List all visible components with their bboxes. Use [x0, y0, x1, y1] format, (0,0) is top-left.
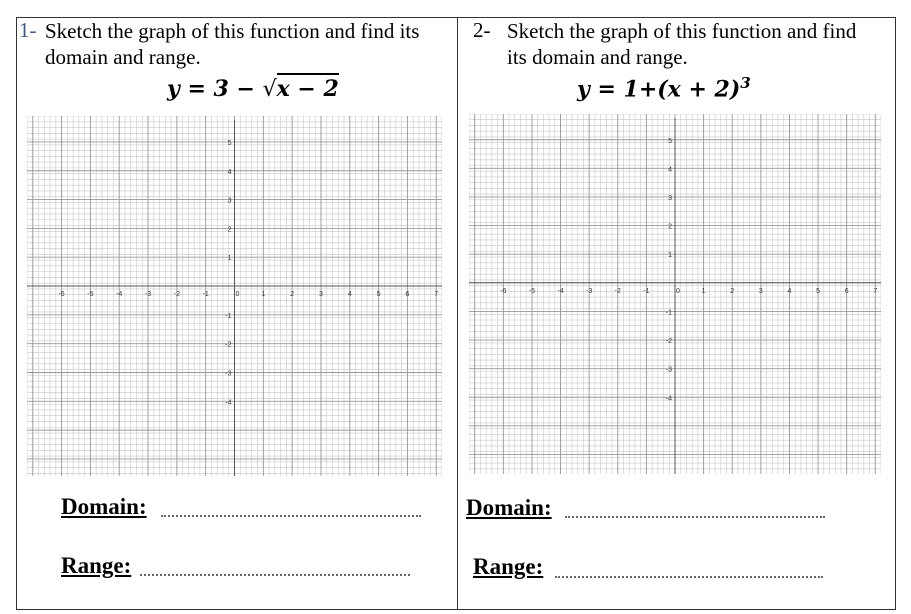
domain-label-1: Domain: [61, 494, 147, 519]
x-tick-label: 0 [235, 291, 240, 299]
y-tick-label: -1 [225, 312, 232, 320]
x-tick-label: 7 [434, 291, 439, 299]
question-1-line-1: Sketch the graph of this function and find its [45, 19, 420, 43]
question-1 [17, 18, 458, 609]
y-tick-label: -4 [225, 399, 232, 407]
y-tick-label: 4 [668, 166, 672, 174]
x-tick-label: -4 [557, 287, 564, 295]
question-2-line-2: its domain and range. [507, 45, 688, 69]
question-2-number: 2- [473, 18, 491, 42]
x-tick-label: -1 [643, 287, 650, 295]
y-tick-label: 2 [668, 223, 672, 231]
x-tick-label: 6 [844, 287, 849, 295]
domain-label-2: Domain: [466, 495, 552, 520]
formula-1-lhs: y = 3 − [167, 76, 255, 102]
x-tick-label: 2 [730, 287, 735, 295]
y-tick-label: 2 [227, 226, 232, 234]
y-tick-label: 3 [227, 197, 232, 205]
x-tick-label: 5 [376, 291, 381, 299]
x-tick-label: -6 [58, 291, 65, 299]
worksheet [16, 17, 896, 610]
x-tick-label: -6 [500, 287, 507, 295]
y-tick-label: -2 [665, 338, 672, 346]
x-tick-label: 2 [290, 291, 295, 299]
x-tick-label: 3 [758, 287, 763, 295]
formula-2-exponent: 3 [740, 74, 751, 92]
question-2-line-1: Sketch the graph of this function and find [507, 19, 857, 43]
y-tick-label: 1 [668, 252, 672, 260]
range-label-2: Range: [473, 554, 544, 579]
y-tick-label: 3 [668, 194, 672, 202]
y-tick-label: -2 [225, 341, 232, 349]
question-2 [457, 18, 895, 609]
graph-grid-2[interactable] [469, 114, 881, 474]
y-tick-label: 5 [227, 139, 232, 147]
x-tick-label: 6 [405, 291, 410, 299]
x-tick-label: 1 [261, 291, 266, 299]
y-tick-label: 4 [227, 168, 232, 176]
x-tick-label: 1 [701, 287, 706, 295]
x-tick-label: 4 [787, 287, 792, 295]
x-tick-label: -1 [202, 291, 209, 299]
question-1-formula [167, 76, 339, 102]
x-tick-label: 4 [347, 291, 352, 299]
question-1-text [45, 18, 419, 70]
question-2-formula [577, 74, 751, 102]
x-tick-label: -2 [173, 291, 180, 299]
y-tick-label: 5 [668, 137, 672, 145]
x-tick-label: -4 [116, 291, 123, 299]
range-answer-line-1[interactable] [140, 574, 410, 576]
formula-1-radicand: x − 2 [277, 73, 339, 102]
question-1-line-2: domain and range. [45, 45, 201, 69]
y-tick-label: -4 [665, 395, 672, 403]
x-tick-label: 7 [873, 287, 878, 295]
y-tick-label: -3 [665, 366, 672, 374]
x-tick-label: -2 [614, 287, 621, 295]
x-tick-label: 5 [816, 287, 821, 295]
question-2-text [507, 18, 856, 70]
x-tick-label: 0 [676, 287, 680, 295]
formula-2-main: y = 1+(x + 2) [577, 76, 741, 103]
y-tick-label: 1 [227, 255, 232, 263]
sqrt-icon: √ [262, 77, 277, 102]
x-tick-label: -5 [87, 291, 94, 299]
domain-answer-line-2[interactable] [565, 516, 825, 518]
question-1-number: 1- [19, 18, 37, 42]
x-tick-label: 3 [319, 291, 323, 299]
x-tick-label: -3 [586, 287, 593, 295]
domain-answer-line-1[interactable] [161, 515, 421, 517]
x-tick-label: -5 [528, 287, 536, 295]
range-label-1: Range: [61, 553, 132, 578]
y-tick-label: -3 [225, 370, 232, 378]
range-answer-line-2[interactable] [555, 576, 823, 578]
graph-grid-1[interactable] [27, 116, 442, 476]
y-tick-label: -1 [665, 309, 672, 317]
x-tick-label: -3 [144, 291, 152, 299]
